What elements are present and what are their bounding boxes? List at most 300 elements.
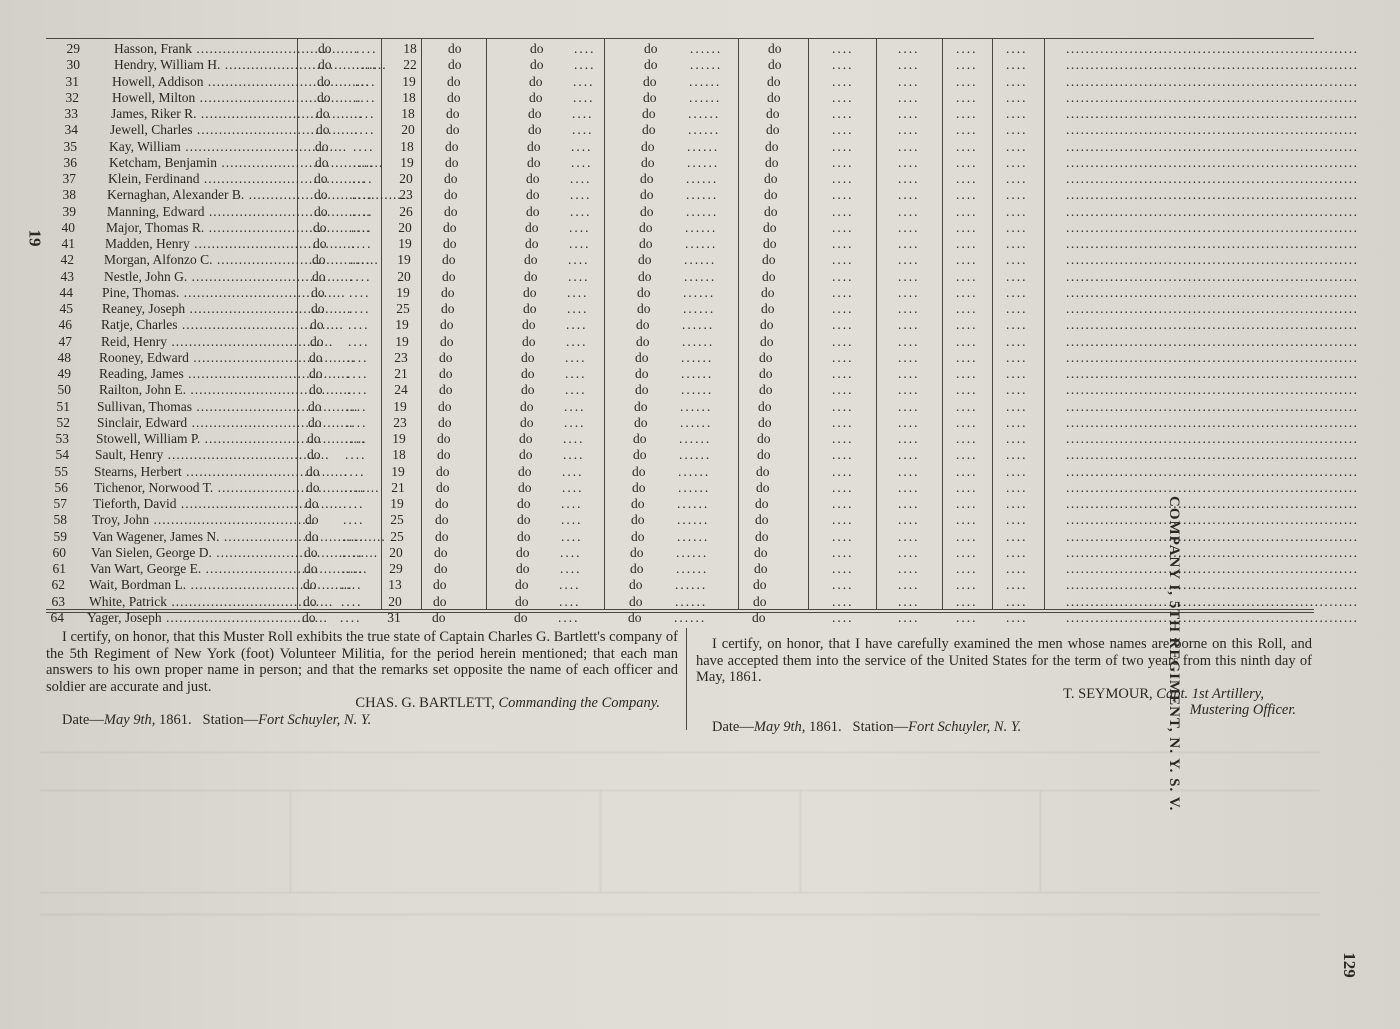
leader-dots: ......	[681, 382, 714, 398]
bleed-through-area	[40, 742, 1320, 982]
leader-dots: ....	[956, 398, 978, 414]
remarks-leader: ............................................................	[1066, 333, 1359, 349]
leader-dots: ....	[898, 154, 920, 170]
year-value: 1861.	[159, 711, 192, 728]
remarks-leader: ............................................................	[1066, 593, 1359, 609]
ditto-mark: do	[530, 57, 544, 73]
ditto-mark: do	[643, 73, 657, 89]
soldier-name: Kernaghan, Alexander B. .....	[107, 187, 298, 203]
remarks-leader: ............................................................	[1066, 89, 1359, 105]
bleed-through-rule	[40, 914, 1320, 915]
ditto-mark: do	[446, 122, 460, 138]
bleed-through-rule	[1040, 790, 1041, 892]
table-row	[46, 138, 1359, 155]
ditto-mark: do	[432, 609, 446, 625]
leader-dots: ....	[349, 284, 371, 300]
soldier-name: Van Sielen, George D. .....	[91, 545, 298, 561]
leader-dots: ....	[1006, 73, 1028, 89]
age-value: 25	[390, 512, 404, 528]
leader-dots: ....	[832, 398, 854, 414]
leader-dots: ......	[676, 544, 709, 560]
leader-dots: ....	[573, 89, 595, 105]
rank-do: do	[313, 236, 327, 251]
ditto-mark: do	[644, 41, 658, 56]
table-row	[46, 252, 1359, 268]
ditto-mark: do	[435, 528, 449, 544]
table-row	[46, 414, 1359, 431]
row-number: 34	[64, 122, 78, 138]
side-page-number-left: 19	[25, 229, 45, 247]
leader-dots: ....	[1006, 106, 1028, 121]
leader-dots: ....	[1006, 268, 1028, 284]
leader-dots: ....	[898, 496, 920, 511]
table-row	[46, 398, 1359, 415]
ditto-mark: do	[629, 577, 643, 593]
leader-dots: ....	[898, 414, 920, 430]
leader-dots: ....	[570, 171, 592, 186]
soldier-name: Troy, John .....	[92, 512, 298, 528]
ditto-mark: do	[525, 219, 539, 235]
ditto-mark: do	[524, 252, 538, 268]
ditto-mark: do	[525, 236, 539, 251]
leader-dots: ....	[1006, 252, 1028, 268]
remarks-leader: ............................................................	[1066, 252, 1359, 268]
ditto-mark: do	[439, 366, 453, 381]
ditto-mark: do	[445, 138, 459, 154]
table-row	[46, 561, 1359, 577]
leader-dots: ......	[687, 154, 720, 170]
ditto-mark: do	[762, 252, 776, 268]
ditto-mark: do	[755, 528, 769, 544]
soldier-name: Reid, Henry .....	[101, 334, 298, 350]
row-number: 43	[60, 268, 74, 284]
leader-dots: ....	[565, 349, 587, 365]
age-value: 19	[402, 73, 416, 89]
ditto-mark: do	[755, 496, 769, 511]
table-row	[46, 89, 1359, 106]
age-value: 20	[401, 122, 415, 138]
soldier-name: Stowell, William P. .....	[96, 431, 298, 447]
ditto-mark: do	[629, 593, 643, 609]
leader-dots: ....	[898, 512, 920, 528]
running-header: COMPANY I, 5TH REGIMENT, N. Y. S. V.	[1166, 496, 1182, 812]
ditto-mark: do	[634, 398, 648, 414]
leader-dots: ....	[832, 577, 854, 593]
ditto-mark: do	[761, 284, 775, 300]
table-row	[46, 268, 1359, 285]
leader-dots: ......	[676, 561, 709, 576]
ditto-mark: do	[441, 301, 455, 316]
row-number: 39	[62, 203, 76, 219]
age-value: 26	[399, 203, 413, 219]
leader-dots: ....	[562, 479, 584, 495]
leader-dots: ....	[898, 431, 920, 446]
leader-dots: ....	[832, 317, 854, 333]
rank-do: do	[313, 219, 327, 235]
leader-dots: ....	[567, 284, 589, 300]
remarks-leader: ............................................................	[1066, 382, 1359, 398]
leader-dots: ......	[675, 577, 708, 593]
leader-dots: ....	[898, 349, 920, 365]
leader-dots: ....	[340, 609, 362, 625]
leader-dots: ....	[898, 73, 920, 89]
soldier-name: Major, Thomas R. .....	[106, 220, 298, 236]
ditto-mark: do	[436, 479, 450, 495]
leader-dots: ......	[678, 479, 711, 495]
remarks-leader: ............................................................	[1066, 431, 1359, 446]
row-number: 53	[55, 431, 69, 446]
ditto-mark: do	[517, 496, 531, 511]
soldier-name: Howell, Milton .....	[112, 90, 298, 106]
leader-dots: ....	[1006, 366, 1028, 381]
row-number: 41	[61, 236, 75, 251]
ditto-mark: do	[519, 431, 533, 446]
date-value: May 9th,	[753, 718, 806, 735]
ditto-mark: do	[761, 301, 775, 316]
row-number: 30	[66, 57, 80, 73]
table-row	[46, 333, 1359, 350]
certification-text: I certify, on honor, that this Muster Roll exhibits the true state of Captain Charles G. Bartlett's company of the 5th Regiment of New York (foot) Volunteer Militia, for the period herein mentioned; that each man answers to his own proper name in person; and that the remarks set opposite the name of each officer and soldier are accurate and just.	[46, 629, 679, 695]
leader-dots: ....	[832, 301, 854, 316]
leader-dots: ....	[574, 57, 596, 73]
ditto-mark: do	[768, 41, 782, 56]
ditto-mark: do	[763, 219, 777, 235]
ditto-mark: do	[514, 609, 528, 625]
bleed-through-rule	[600, 790, 601, 892]
signer-name: CHAS. G. BARTLETT,	[355, 695, 495, 711]
row-number: 35	[63, 138, 77, 154]
ditto-mark: do	[633, 431, 647, 446]
soldier-name: Sinclair, Edward .....	[97, 415, 298, 431]
leader-dots: ....	[570, 203, 592, 219]
leader-dots: ......	[679, 447, 712, 463]
ditto-mark: do	[517, 512, 531, 528]
row-number: 31	[65, 73, 79, 89]
soldier-name: Van Wart, George E. .....	[90, 561, 298, 577]
age-value: 18	[392, 447, 406, 463]
leader-dots: ....	[567, 301, 589, 316]
leader-dots: ....	[898, 479, 920, 495]
ditto-mark: do	[632, 463, 646, 479]
leader-dots: ....	[1006, 431, 1028, 446]
leader-dots: ....	[1006, 414, 1028, 430]
rank-do: do	[306, 479, 320, 495]
date-label: Date—	[712, 718, 754, 735]
ditto-mark: do	[767, 73, 781, 89]
station-label: Station—	[852, 718, 909, 735]
soldier-name: Sullivan, Thomas .....	[97, 399, 298, 415]
rank-do: do	[310, 333, 324, 349]
leader-dots: ....	[571, 154, 593, 170]
leader-dots: ....	[343, 496, 365, 511]
leader-dots: ....	[350, 268, 372, 284]
leader-dots: ....	[898, 122, 920, 138]
date-station-line	[696, 719, 1312, 736]
rank-do: do	[314, 171, 328, 186]
ditto-mark: do	[639, 236, 653, 251]
leader-dots: ....	[563, 431, 585, 446]
leader-dots: ....	[898, 187, 920, 203]
table-row	[46, 154, 1359, 171]
remarks-leader: ............................................................	[1066, 301, 1359, 316]
leader-dots: ....	[832, 73, 854, 89]
ditto-mark: do	[756, 463, 770, 479]
ditto-mark: do	[448, 57, 462, 73]
leader-dots: ....	[832, 138, 854, 154]
rank-do: do	[312, 268, 326, 284]
leader-dots: ....	[956, 447, 978, 463]
age-value: 23	[393, 414, 407, 430]
age-value: 23	[394, 349, 408, 365]
ditto-mark: do	[443, 219, 457, 235]
ditto-mark: do	[524, 268, 538, 284]
leader-dots: ....	[1006, 333, 1028, 349]
leader-dots: ....	[832, 122, 854, 138]
ditto-mark: do	[636, 317, 650, 333]
age-value: 13	[388, 577, 402, 593]
soldier-name: Ratje, Charles .....	[101, 317, 298, 333]
row-number: 40	[61, 219, 75, 235]
remarks-leader: ............................................................	[1066, 171, 1359, 186]
soldier-name: Manning, Edward .....	[107, 204, 298, 220]
remarks-leader: ............................................................	[1066, 73, 1359, 89]
leader-dots: ....	[1006, 496, 1028, 511]
remarks-leader: ............................................................	[1066, 187, 1359, 203]
ditto-mark: do	[637, 284, 651, 300]
leader-dots: ....	[832, 593, 854, 609]
row-number: 37	[62, 171, 76, 186]
certification-text: I certify, on honor, that I have carefully examined the men whose names are borne on this Roll, and have accepted them into the service of the United States for the term of two years from this ninth day of May, 1861.	[696, 636, 1312, 685]
row-number: 57	[53, 496, 67, 511]
ditto-mark: do	[522, 317, 536, 333]
soldier-name: Van Wagener, James N. .....	[92, 529, 298, 545]
ditto-mark: do	[758, 398, 772, 414]
table-row	[46, 609, 1359, 626]
table-row	[46, 317, 1359, 333]
station-label: Station—	[202, 711, 259, 728]
leader-dots: ......	[674, 609, 707, 625]
certification-divider	[686, 628, 687, 730]
signer-title: Capt. 1st Artillery,	[1156, 685, 1264, 702]
leader-dots: ....	[346, 398, 368, 414]
leader-dots: ....	[898, 138, 920, 154]
leader-dots: ....	[898, 236, 920, 251]
rank-do: do	[309, 382, 323, 398]
leader-dots: ....	[832, 463, 854, 479]
table-row	[46, 171, 1359, 187]
row-number: 56	[54, 479, 68, 495]
age-value: 20	[399, 171, 413, 186]
table-row	[46, 431, 1359, 447]
bleed-through-rule	[40, 752, 1320, 753]
leader-dots: ....	[898, 203, 920, 219]
station-value: Fort Schuyler, N. Y.	[908, 718, 1022, 735]
leader-dots: ......	[680, 398, 713, 414]
leader-dots: ....	[898, 561, 920, 576]
leader-dots: ....	[898, 609, 920, 625]
leader-dots: ....	[832, 382, 854, 398]
leader-dots: ....	[559, 577, 581, 593]
ditto-mark: do	[754, 544, 768, 560]
row-number: 58	[53, 512, 67, 528]
soldier-name: Stearns, Herbert .....	[94, 464, 298, 480]
leader-dots: ....	[1006, 203, 1028, 219]
ditto-mark: do	[641, 154, 655, 170]
leader-dots: ....	[1006, 317, 1028, 333]
rank-do: do	[306, 463, 320, 479]
ditto-mark: do	[434, 561, 448, 576]
ditto-mark: do	[768, 57, 782, 73]
age-value: 19	[395, 317, 409, 333]
leader-dots: ....	[570, 187, 592, 203]
soldier-name: Hasson, Frank .....	[114, 41, 298, 57]
soldier-name: Kay, William .....	[109, 139, 298, 155]
bleed-through-rule	[800, 790, 801, 892]
leader-dots: ....	[1006, 544, 1028, 560]
leader-dots: ....	[832, 284, 854, 300]
leader-dots: ....	[956, 609, 978, 625]
leader-dots: ....	[1006, 284, 1028, 300]
remarks-leader: ............................................................	[1066, 447, 1359, 463]
leader-dots: ....	[558, 609, 580, 625]
leader-dots: ....	[832, 512, 854, 528]
leader-dots: ....	[341, 593, 363, 609]
leader-dots: ....	[898, 593, 920, 609]
soldier-name: Yager, Joseph .....	[87, 610, 298, 626]
leader-dots: ....	[956, 73, 978, 89]
table-row	[46, 349, 1359, 366]
leader-dots: ......	[688, 122, 721, 138]
leader-dots: ......	[677, 528, 710, 544]
leader-dots: ....	[353, 154, 375, 170]
leader-dots: ......	[686, 187, 719, 203]
ditto-mark: do	[630, 544, 644, 560]
ditto-mark: do	[523, 284, 537, 300]
ditto-mark: do	[528, 122, 542, 138]
ditto-mark: do	[759, 366, 773, 381]
rank-do: do	[305, 512, 319, 528]
age-value: 18	[402, 89, 416, 105]
leader-dots: ....	[898, 544, 920, 560]
leader-dots: ....	[354, 106, 376, 121]
ditto-mark: do	[760, 333, 774, 349]
row-number: 51	[56, 398, 70, 414]
leader-dots: ....	[956, 496, 978, 511]
rank-do: do	[308, 414, 322, 430]
table-row	[46, 463, 1359, 480]
rank-do: do	[315, 138, 329, 154]
table-row	[46, 544, 1359, 561]
ditto-mark: do	[754, 561, 768, 576]
ditto-mark: do	[640, 203, 654, 219]
rank-do: do	[315, 154, 329, 170]
leader-dots: ....	[560, 561, 582, 576]
leader-dots: ....	[1006, 398, 1028, 414]
ditto-mark: do	[440, 317, 454, 333]
leader-dots: ......	[686, 203, 719, 219]
leader-dots: ....	[1006, 463, 1028, 479]
certification-captain	[46, 629, 678, 728]
leader-dots: ....	[1006, 561, 1028, 576]
leader-dots: ....	[568, 268, 590, 284]
table-row	[46, 122, 1359, 138]
ditto-mark: do	[759, 349, 773, 365]
ditto-mark: do	[643, 89, 657, 105]
remarks-leader: ............................................................	[1066, 609, 1359, 625]
leader-dots: ....	[956, 577, 978, 593]
ditto-mark: do	[764, 203, 778, 219]
leader-dots: ....	[343, 528, 365, 544]
ditto-mark: do	[628, 609, 642, 625]
leader-dots: ....	[565, 366, 587, 381]
table-row	[46, 219, 1359, 236]
age-value: 25	[396, 301, 410, 316]
age-value: 25	[390, 528, 404, 544]
remarks-leader: ............................................................	[1066, 317, 1359, 333]
age-value: 29	[389, 561, 403, 576]
leader-dots: ....	[1006, 301, 1028, 316]
leader-dots: ......	[682, 317, 715, 333]
leader-dots: ....	[898, 284, 920, 300]
rank-do: do	[318, 41, 332, 56]
leader-dots: ....	[1006, 187, 1028, 203]
ditto-mark: do	[639, 219, 653, 235]
leader-dots: ....	[832, 236, 854, 251]
row-number: 44	[59, 284, 73, 300]
row-number: 38	[62, 187, 76, 203]
leader-dots: ....	[898, 463, 920, 479]
row-number: 63	[51, 593, 65, 609]
remarks-leader: ............................................................	[1066, 577, 1359, 593]
bleed-through-rule	[290, 790, 291, 892]
leader-dots: ....	[351, 219, 373, 235]
ditto-mark: do	[636, 333, 650, 349]
leader-dots: ....	[898, 171, 920, 186]
ditto-mark: do	[523, 301, 537, 316]
leader-dots: ....	[956, 431, 978, 446]
rank-do: do	[314, 187, 328, 203]
leader-dots: ....	[568, 252, 590, 268]
ditto-mark: do	[435, 512, 449, 528]
leader-dots: ....	[956, 561, 978, 576]
leader-dots: ....	[574, 41, 596, 56]
leader-dots: ......	[679, 431, 712, 446]
leader-dots: ....	[560, 544, 582, 560]
row-number: 29	[66, 41, 80, 56]
ditto-mark: do	[765, 154, 779, 170]
leader-dots: ....	[566, 333, 588, 349]
leader-dots: ....	[832, 479, 854, 495]
leader-dots: ....	[956, 138, 978, 154]
soldier-name: Pine, Thomas. .....	[102, 285, 298, 301]
leader-dots: ......	[675, 593, 708, 609]
table-row	[46, 41, 1359, 57]
leader-dots: ....	[352, 187, 374, 203]
ditto-mark: do	[755, 512, 769, 528]
leader-dots: ....	[898, 366, 920, 381]
ditto-mark: do	[435, 496, 449, 511]
rank-do: do	[310, 317, 324, 333]
leader-dots: ....	[349, 301, 371, 316]
table-row	[46, 366, 1359, 382]
leader-dots: ....	[898, 252, 920, 268]
leader-dots: ....	[956, 544, 978, 560]
age-value: 19	[396, 284, 410, 300]
leader-dots: ....	[1006, 41, 1028, 56]
leader-dots: ....	[342, 561, 364, 576]
signature-line	[46, 695, 678, 712]
ditto-mark: do	[526, 171, 540, 186]
